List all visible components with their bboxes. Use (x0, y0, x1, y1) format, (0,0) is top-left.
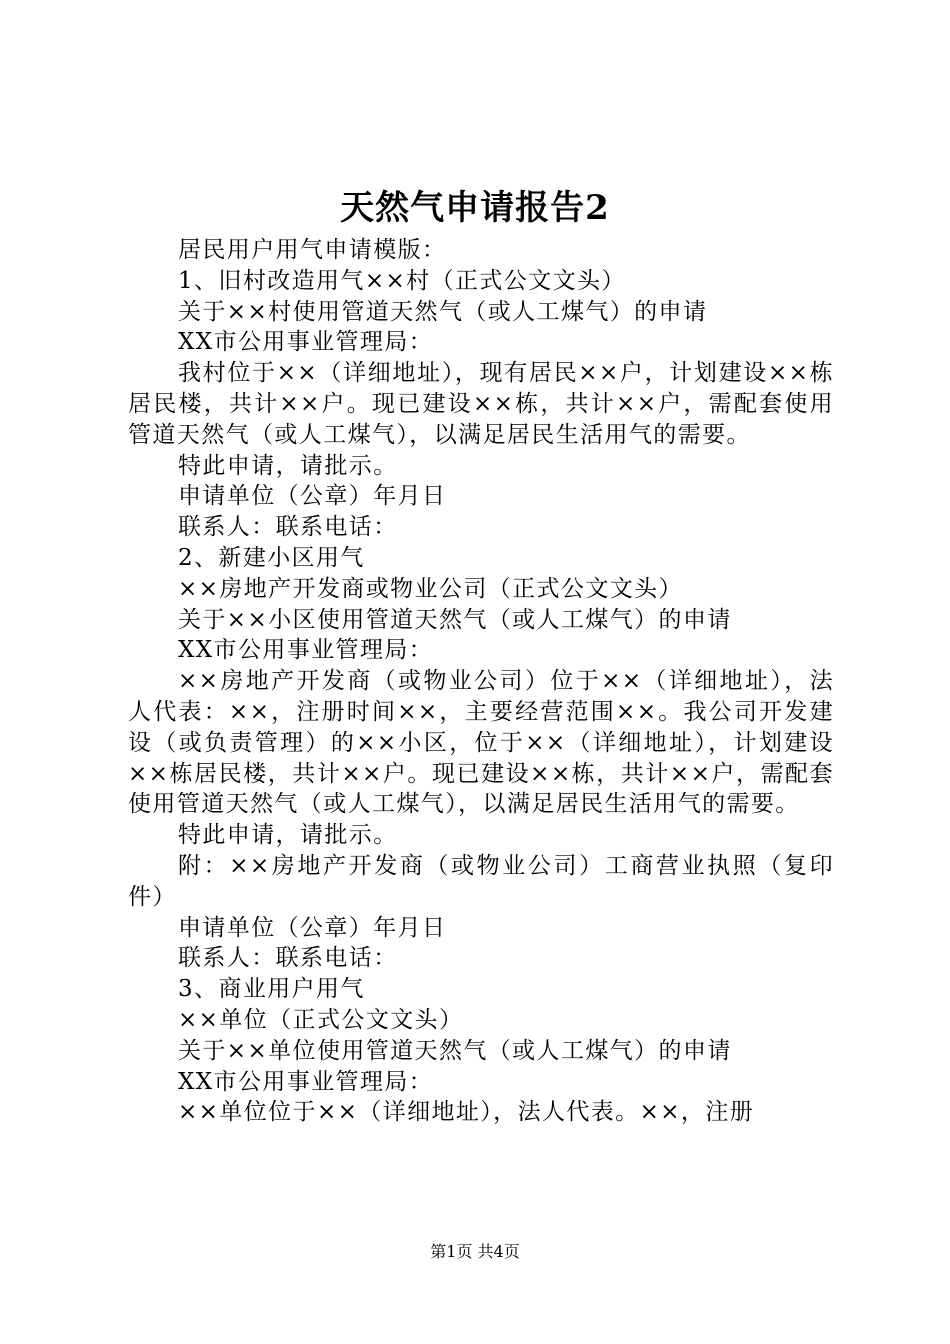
paragraph: 关于××村使用管道天然气（或人工煤气）的申请 (178, 298, 708, 325)
paragraph: 特此申请，请批示。 (178, 452, 398, 479)
paragraph: 2、新建小区用气 (178, 544, 365, 571)
paragraph: 我村位于××（详细地址），现有居民××户，计划建设××栋居民楼，共计××户。现已建设××栋，共计××户，需配套使用管道天然气（或人工煤气），以满足居民生活用气的需要。 (128, 360, 834, 448)
paragraph: ××单位（正式公文文头） (178, 1006, 464, 1033)
paragraph: 关于××单位使用管道天然气（或人工煤气）的申请 (178, 1037, 732, 1064)
paragraph: 附：××房地产开发商（或物业公司）工商营业执照（复印件） (128, 852, 834, 910)
paragraph: XX市公用事业管理局： (178, 329, 434, 356)
paragraph: 居民用户用气申请模版： (178, 237, 447, 263)
paragraph: ××房地产开发商或物业公司（正式公文文头） (178, 575, 683, 602)
paragraph: ××单位位于××（详细地址），法人代表。××，注册 (178, 1099, 755, 1126)
document-title: 天然气申请报告2 (340, 188, 610, 228)
paragraph: 3、商业用户用气 (178, 976, 365, 1003)
paragraph: 申请单位（公章）年月日 (178, 483, 447, 510)
paragraph: ××房地产开发商（或物业公司）位于××（详细地址），法人代表：××，注册时间××，主要经营范围××。我公司开发建设（或负责管理）的××小区，位于××（详细地址），计划建设××栋居民楼，共计××户。现已建设××栋，共计××户，需配套使用管道天然气（或人工煤气），以满足居民生活用气的需要。 (128, 668, 834, 818)
paragraph: 特此申请，请批示。 (178, 822, 398, 849)
paragraph: 联系人：联系电话： (178, 945, 398, 972)
paragraph: 联系人：联系电话： (178, 514, 398, 541)
paragraph: 1、旧村改造用气××村（正式公文文头） (178, 267, 626, 294)
paragraph: 关于××小区使用管道天然气（或人工煤气）的申请 (178, 606, 732, 633)
paragraph: XX市公用事业管理局： (178, 1068, 434, 1095)
paragraph: 申请单位（公章）年月日 (178, 914, 447, 941)
document-body (128, 235, 834, 1128)
paragraph: XX市公用事业管理局： (178, 637, 434, 664)
page-footer: 第1页 共4页 (430, 1242, 520, 1261)
